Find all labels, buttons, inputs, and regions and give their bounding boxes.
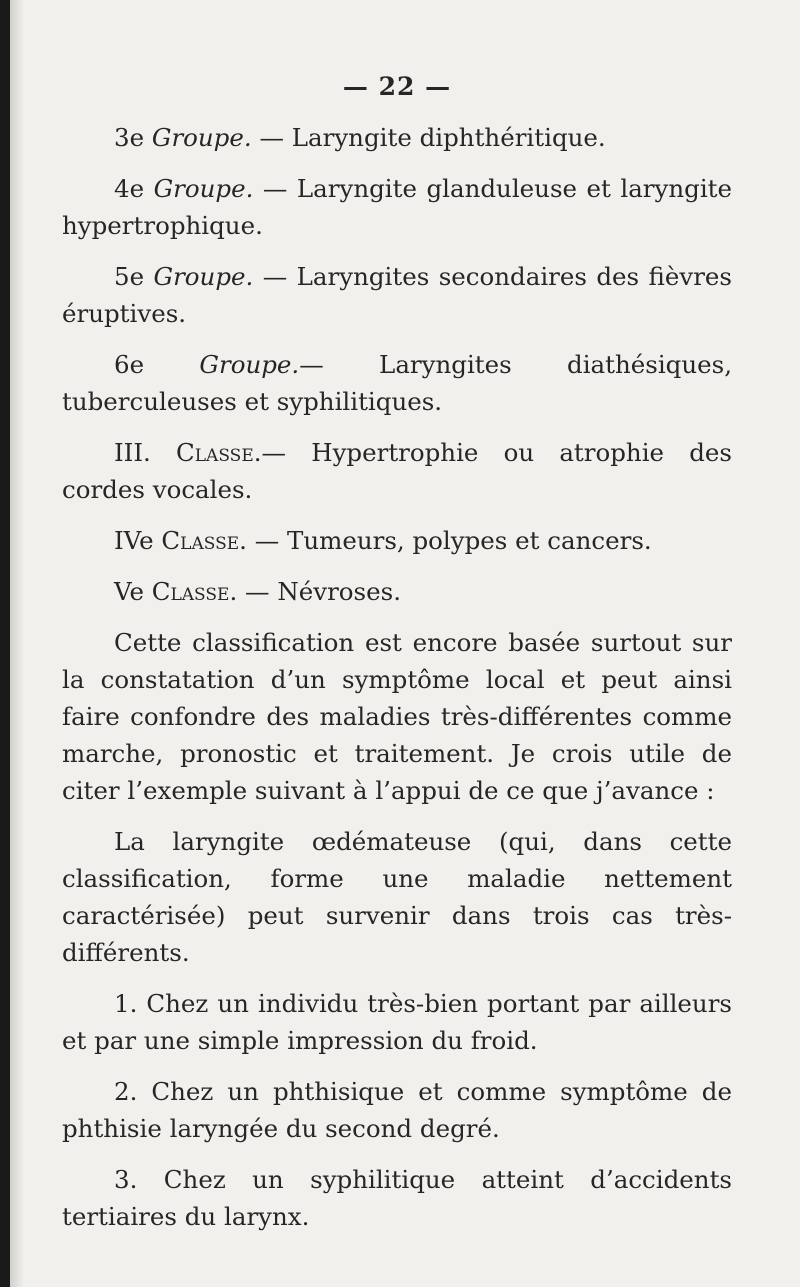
group-3-label: 3e [114,123,152,152]
group-4-word: Groupe. [153,174,254,203]
page-spine-shadow [10,0,24,1287]
classe-5-label: Ve [114,577,152,606]
group-5-text: — Laryngites secondaires des fièvres éruptives. [62,262,732,328]
classe-5-word: Classe [151,577,230,606]
list-item-3: 3. Chez un syphilitique atteint d’accidents tertiaires du larynx. [62,1165,732,1231]
group-6-word: Groupe. [199,350,300,379]
classe-3-label: III. [114,438,177,467]
classe-3-text: .— Hypertrophie ou atrophie des cordes vocales. [62,438,732,504]
classe-5-text: . — Névroses. [229,577,401,606]
group-4-line [62,170,732,244]
classe-4-word: Classe [161,526,240,555]
group-5-word: Groupe. [153,262,254,291]
group-3-word: Groupe. [151,123,252,152]
classe-4-text: . — Tumeurs, polypes et cancers. [239,526,652,555]
group-4-label: 4e [114,174,154,203]
paragraph-laryngite-oedemateuse: La laryngite œdémateuse (qui, dans cette classification, forme une maladie nettement caractérisée) peut survenir dans trois cas très-différents. [62,827,732,967]
classe-3-line [62,434,732,508]
list-item-1: 1. Chez un individu très-bien portant par ailleurs et par une simple impression du froid. [62,989,732,1055]
list-item-2: 2. Chez un phthisique et comme symptôme de phthisie laryngée du second degré. [62,1077,732,1143]
page-number: — 22 — [342,72,452,101]
group-3-text: — Laryngite diphthéritique. [251,123,606,152]
group-6-label: 6e [114,350,200,379]
classe-3-word: Classe [176,438,254,467]
group-6-line [62,346,732,420]
group-5-line [62,258,732,332]
group-6-text: — Laryngites diathésiques, tuberculeuses et syphilitiques. [62,350,733,416]
group-4-text: — Laryngite glanduleuse et laryngite hypertrophique. [62,174,733,240]
group-5-label: 5e [114,262,154,291]
classe-4-label: IVe [114,526,162,555]
classe-5-line [62,573,732,610]
book-page [10,0,800,1287]
classe-4-line [62,522,732,559]
paragraph-classification: Cette classification est encore basée surtout sur la constatation d’un symptôme local et peut ainsi faire confondre des maladies très-différentes comme marche, pronostic et traitement. Je crois utile de citer l’exemple suivant à l’appui de ce que j’avance : [62,628,732,805]
group-3-line [62,119,732,156]
